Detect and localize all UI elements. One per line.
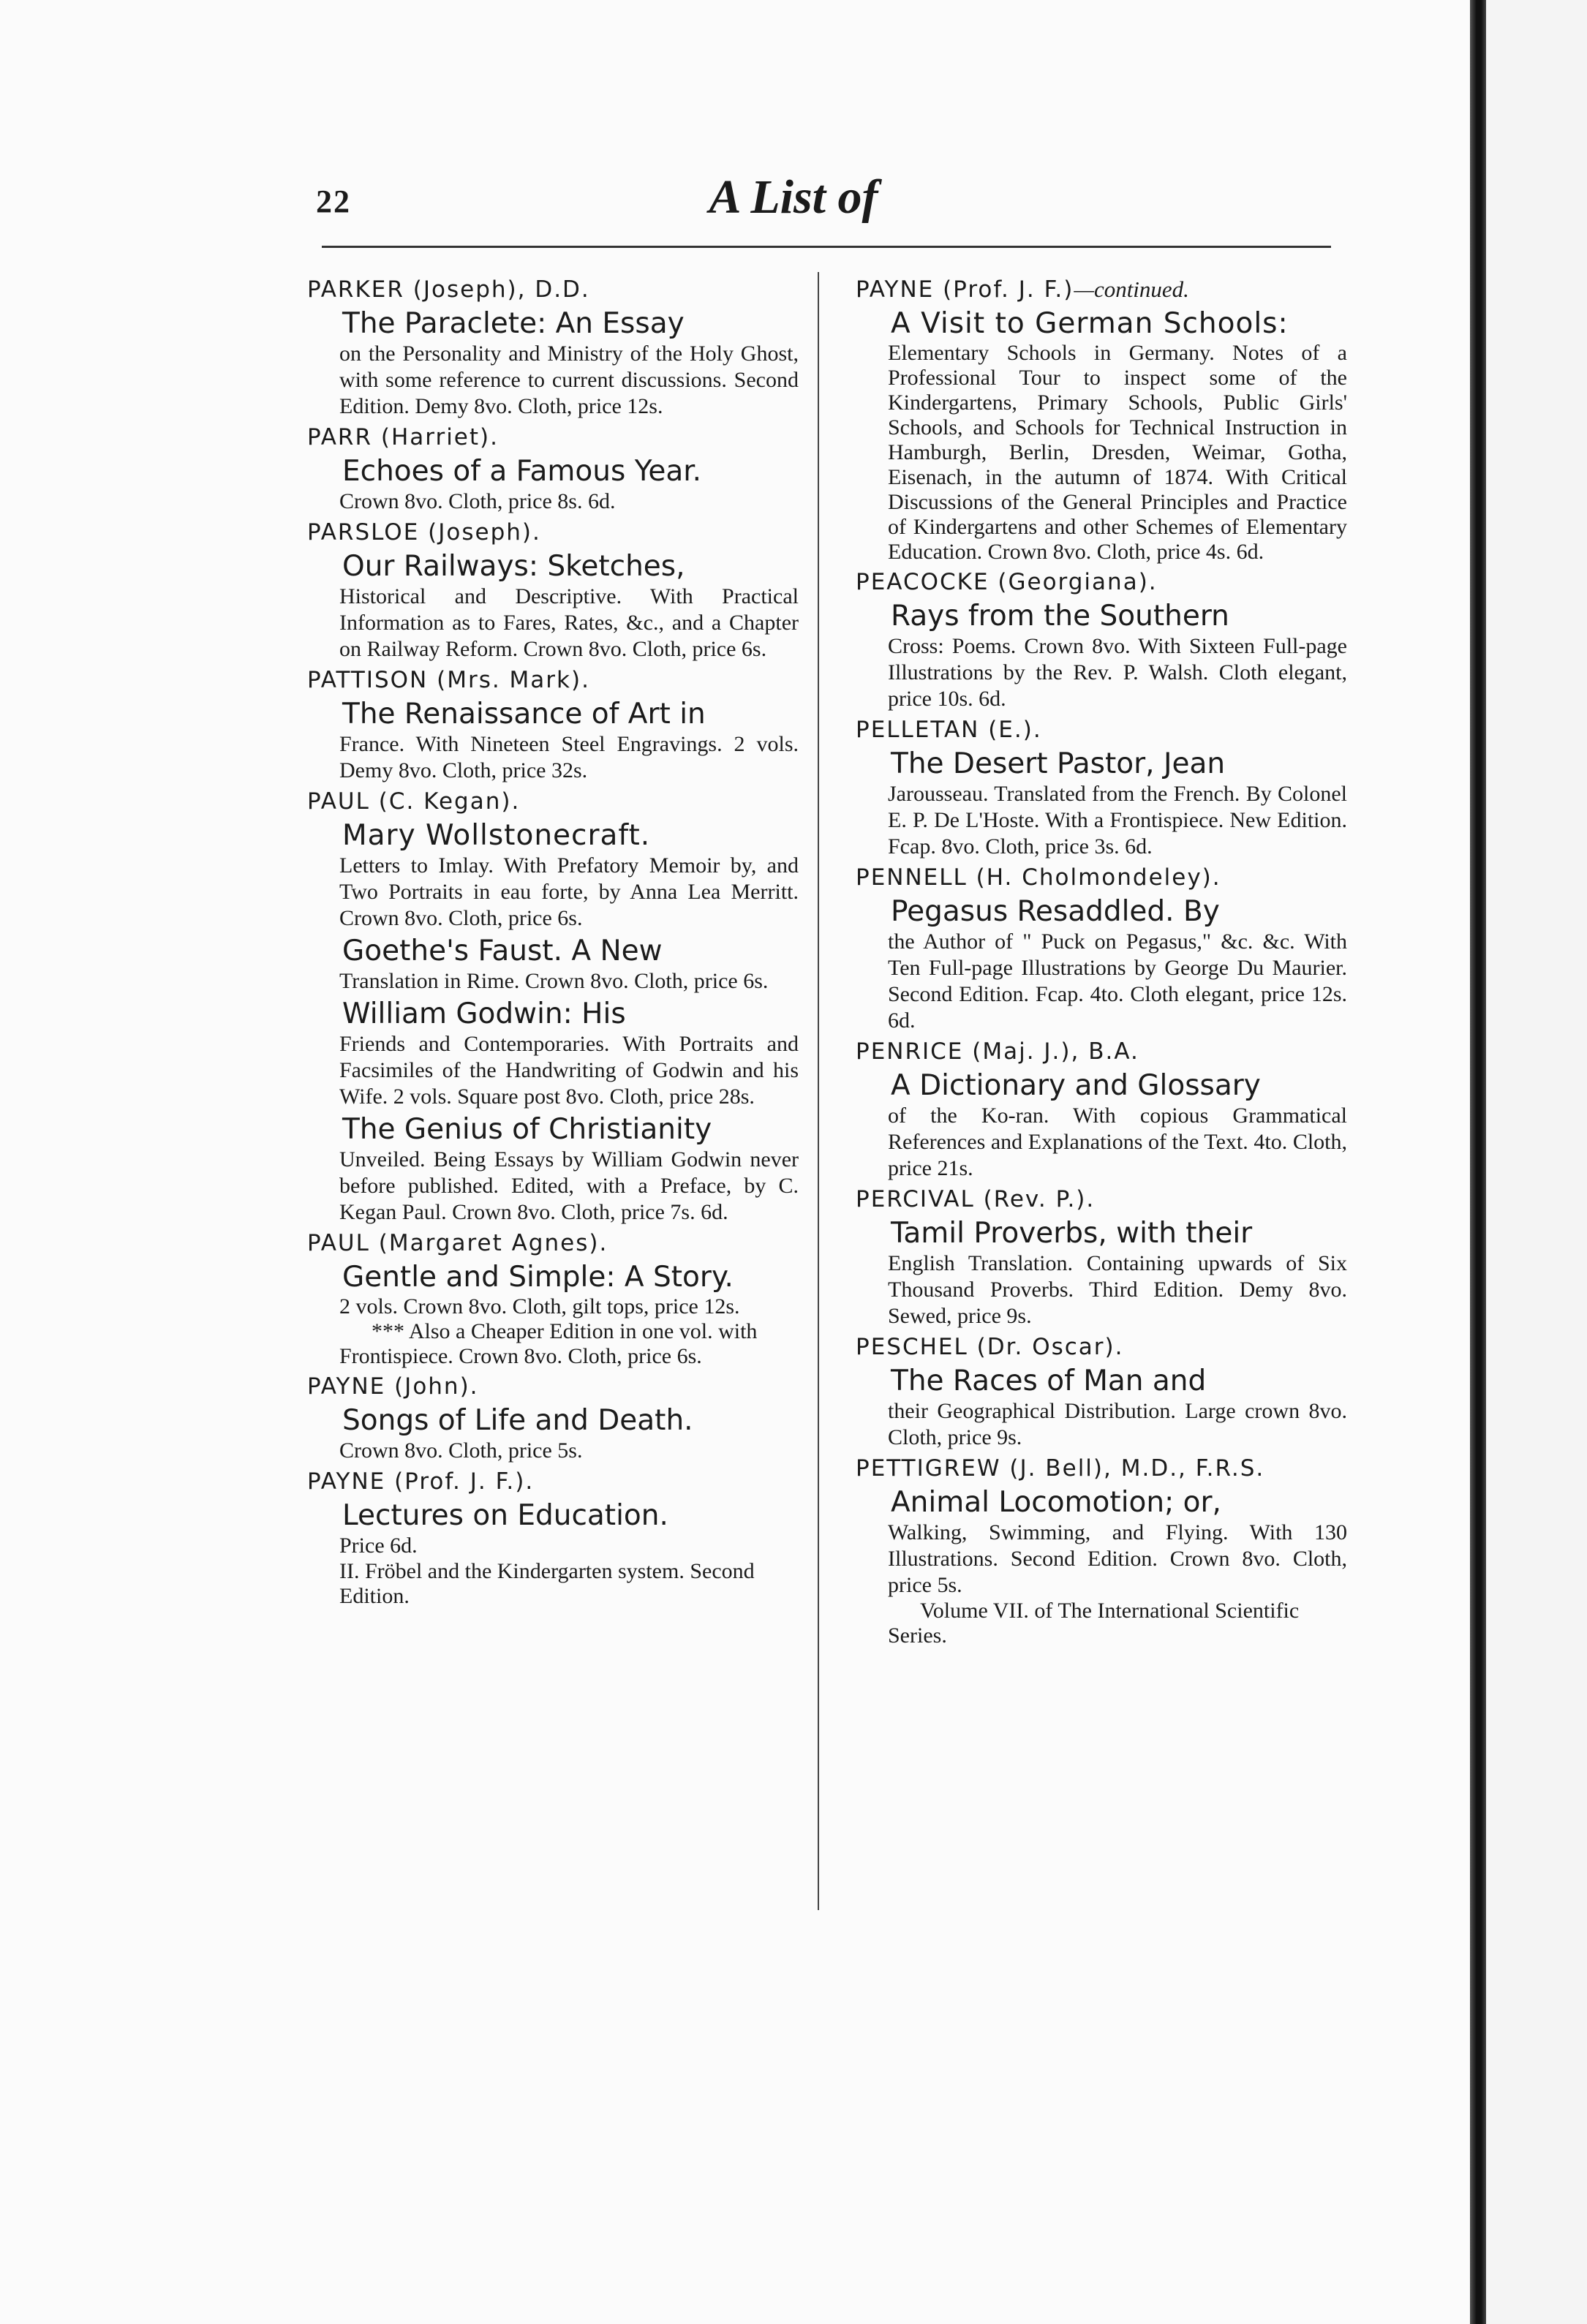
continued-marker: —continued. [1074, 276, 1189, 302]
entry-author: PARSLOE (Joseph). [307, 519, 541, 546]
entry-title: Gentle and Simple: A Story. [342, 1261, 734, 1294]
entry-description: Walking, Swimming, and Flying. With 130 Illustrations. Second Edition. Crown 8vo. Cloth, price 5s. [888, 1520, 1347, 1597]
catalog-entry [307, 518, 799, 663]
entry-author: PARR (Harriet). [307, 424, 499, 450]
entry-description: Letters to Imlay. With Prefatory Memoir by, and Two Portraits in eau forte, by Anna Lea Merritt. Crown 8vo. Cloth, price 6s. [339, 853, 799, 930]
entry-description: their Geographical Distribution. Large crown 8vo. Cloth, price 9s. [888, 1399, 1347, 1449]
page-number: 22 [316, 184, 351, 219]
entry-title: Echoes of a Famous Year. [342, 455, 702, 488]
catalog-entry [307, 1467, 799, 1609]
entry-title: Animal Locomotion; or, [891, 1486, 1221, 1519]
entry-title: William Godwin: His [342, 997, 626, 1030]
entry-title: A Dictionary and Glossary [891, 1069, 1261, 1102]
entry-title: Goethe's Faust. A New [342, 935, 663, 967]
entry-description: Crown 8vo. Cloth, price 8s. 6d. [339, 489, 616, 513]
catalog-entry [307, 1229, 799, 1369]
column-divider [818, 272, 819, 1910]
entry-title: The Desert Pastor, Jean [891, 747, 1226, 780]
page-margin-shadow [1486, 0, 1587, 2324]
catalog-entry [307, 423, 799, 515]
entry-title: The Renaissance of Art in [342, 698, 706, 731]
entry-author-name: PAYNE (Prof. J. F.) [856, 276, 1074, 303]
entry-author: PETTIGREW (J. Bell), M.D., F.R.S. [856, 1455, 1265, 1482]
entry-description: Friends and Contemporaries. With Portraits and Facsimiles of the Handwriting of Godwin and his Wife. 2 vols. Square post 8vo. Cloth, price 28s. [339, 1032, 799, 1109]
entry-author: PERCIVAL (Rev. P.). [856, 1186, 1096, 1212]
entry-description: Price 6d. [339, 1533, 418, 1558]
entry-description: France. With Nineteen Steel Engravings. 2 vols. Demy 8vo. Cloth, price 32s. [339, 732, 799, 782]
entry-description: Cross: Poems. Crown 8vo. With Sixteen Full-page Illustrations by the Rev. P. Walsh. Cloth elegant, price 10s. 6d. [888, 634, 1347, 711]
entry-title: Lectures on Education. [342, 1499, 668, 1532]
entry-note: *** Also a Cheaper Edition in one vol. with Frontispiece. Crown 8vo. Cloth, price 6s. [339, 1319, 758, 1368]
entry-description: Crown 8vo. Cloth, price 5s. [339, 1438, 583, 1463]
catalog-entry [307, 997, 799, 1110]
catalog-entry [856, 863, 1347, 1034]
catalog-entry [307, 275, 799, 420]
entry-author: PEACOCKE (Georgiana). [856, 569, 1158, 595]
catalog-entry [307, 1372, 799, 1464]
catalog-entry [307, 787, 799, 932]
right-column [856, 272, 1347, 1648]
entry-subtitle: II. Fröbel and the Kindergarten system. Second Edition. [339, 1559, 755, 1608]
entry-description: on the Personality and Ministry of the Holy Ghost, with some reference to current discussions. Second Edition. Demy 8vo. Cloth, price 12s. [339, 342, 799, 418]
entry-description: Unveiled. Being Essays by William Godwin never before published. Edited, with a Preface, by C. Kegan Paul. Crown 8vo. Cloth, price 7s. 6d. [339, 1147, 799, 1224]
entry-author: PAUL (C. Kegan). [307, 788, 521, 815]
entry-author: PAUL (Margaret Agnes). [307, 1230, 608, 1256]
entry-author: PELLETAN (E.). [856, 717, 1042, 743]
entry-author: PESCHEL (Dr. Oscar). [856, 1334, 1124, 1360]
entry-title: Songs of Life and Death. [342, 1404, 693, 1437]
catalog-entry [856, 275, 1347, 565]
running-title: A List of [709, 170, 878, 224]
entry-author [856, 275, 1347, 304]
entry-title: Mary Wollstonecraft. [342, 819, 651, 852]
entry-author: PAYNE (John). [307, 1373, 479, 1400]
entry-author: PAYNE (Prof. J. F.). [307, 1468, 535, 1495]
entry-note: Volume VII. of The International Scientific Series. [888, 1599, 1300, 1648]
catalog-entry [307, 935, 799, 995]
left-column [307, 272, 799, 1609]
entry-author: PENRICE (Maj. J.), B.A. [856, 1038, 1139, 1065]
entry-title: Tamil Proverbs, with their [891, 1217, 1253, 1250]
entry-title: Pegasus Resaddled. By [891, 895, 1220, 928]
catalog-entry [856, 567, 1347, 712]
entry-description: English Translation. Containing upwards of Six Thousand Proverbs. Third Edition. Demy 8vo. Sewed, price 9s. [888, 1251, 1347, 1328]
entry-title: The Genius of Christianity [342, 1113, 712, 1146]
entry-author: PATTISON (Mrs. Mark). [307, 667, 590, 693]
catalog-entry [856, 1037, 1347, 1182]
entry-title: The Paraclete: An Essay [342, 307, 685, 340]
catalog-entry [856, 1185, 1347, 1329]
entry-description: Translation in Rime. Crown 8vo. Cloth, price 6s. [339, 969, 769, 993]
page-edge-binding [1470, 0, 1486, 2324]
entry-title: A Visit to German Schools: [891, 307, 1289, 340]
entry-description: Elementary Schools in Germany. Notes of a Professional Tour to inspect some of the Kindergartens, Primary Schools, Public Girls' Schools, and Schools for Technical Instruction in Hamburgh, Berlin, Dresden, Weimar, Gotha, Eisenach, in the autumn of 1874. With Critical Discussions of the General Principles and Practice of Kindergartens and other Schemes of Elementary Education. Crown 8vo. Cloth, price 4s. 6d. [888, 341, 1347, 564]
catalog-entry [856, 715, 1347, 860]
catalog-entry [307, 1113, 799, 1226]
entry-title: Our Railways: Sketches, [342, 550, 685, 583]
catalog-entry [307, 665, 799, 784]
entry-description: of the Ko-ran. With copious Grammatical References and Explanations of the Text. 4to. Cloth, price 21s. [888, 1103, 1347, 1180]
catalog-entry [856, 1454, 1347, 1648]
entry-description: the Author of " Puck on Pegasus," &c. &c. With Ten Full-page Illustrations by George Du Maurier. Second Edition. Fcap. 4to. Cloth elegant, price 12s. 6d. [888, 929, 1347, 1033]
entry-author: PENNELL (H. Cholmondeley). [856, 864, 1221, 891]
entry-description: 2 vols. Crown 8vo. Cloth, gilt tops, price 12s. [339, 1294, 740, 1318]
header-rule [322, 246, 1331, 248]
entry-description: Jarousseau. Translated from the French. By Colonel E. P. De L'Hoste. With a Frontispiece. New Edition. Fcap. 8vo. Cloth, price 3s. 6d. [888, 782, 1347, 859]
entry-title: The Races of Man and [891, 1365, 1207, 1397]
catalog-entry [856, 1332, 1347, 1451]
entry-title: Rays from the Southern [891, 600, 1229, 633]
entry-description: Historical and Descriptive. With Practical Information as to Fares, Rates, &c., and a Chapter on Railway Reform. Crown 8vo. Cloth, price 6s. [339, 584, 799, 661]
entry-author: PARKER (Joseph), D.D. [307, 276, 590, 303]
